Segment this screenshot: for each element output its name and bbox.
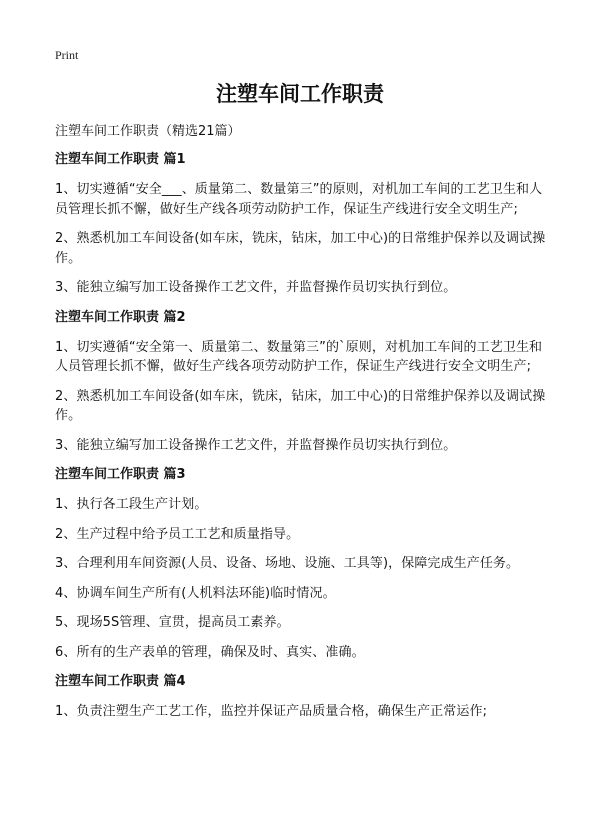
section-1 xyxy=(55,150,555,298)
document-body xyxy=(55,150,555,732)
section-heading: 注塑车间工作职责 篇1 xyxy=(55,152,186,167)
paragraph: 5、现场5S管理、宣贯，提高员工素养。 xyxy=(55,615,290,630)
section-heading: 注塑车间工作职责 篇2 xyxy=(55,309,186,325)
section-heading: 注塑车间工作职责 篇3 xyxy=(55,467,186,482)
section-2 xyxy=(55,308,555,456)
document-subtitle: 注塑车间工作职责（精选21篇） xyxy=(55,124,241,139)
paragraph: 1、切实遵循“安全___、质量第二、数量第三”的原则，对机加工车间的工艺卫生和人员管理长抓不懈，做好生产线各项劳动防护工作，保证生产线进行安全文明生产; xyxy=(55,182,543,217)
paragraph: 3、合理利用车间资源(人员、设备、场地、设施、工具等)，保障完成生产任务。 xyxy=(55,556,520,571)
paragraph: 6、所有的生产表单的管理，确保及时、真实、准确。 xyxy=(55,644,365,660)
paragraph: 1、执行各工段生产计划。 xyxy=(55,497,208,512)
page-title: 注塑车间工作职责 xyxy=(216,82,384,106)
print-link[interactable]: Print xyxy=(55,48,79,62)
paragraph: 2、熟悉机加工车间设备(如车床，铣床，钻床，加工中心)的日常维护保养以及调试操作。 xyxy=(55,388,546,423)
section-heading: 注塑车间工作职责 篇4 xyxy=(55,674,186,689)
paragraph: 3、能独立编写加工设备操作工艺文件，并监督操作员切实执行到位。 xyxy=(55,437,457,453)
section-3 xyxy=(55,465,555,662)
section-4 xyxy=(55,672,555,722)
paragraph: 4、协调车间生产所有(人机料法环能)临时情况。 xyxy=(55,585,336,601)
paragraph: 1、负责注塑生产工艺工作，监控并保证产品质量合格，确保生产正常运作; xyxy=(55,704,488,719)
paragraph: 2、生产过程中给予员工工艺和质量指导。 xyxy=(55,526,300,542)
paragraph: 2、熟悉机加工车间设备(如车床，铣床，钻床，加工中心)的日常维护保养以及调试操作。 xyxy=(55,231,546,266)
paragraph: 3、能独立编写加工设备操作工艺文件，并监督操作员切实执行到位。 xyxy=(55,280,457,295)
paragraph: 1、切实遵循“安全第一、质量第二、数量第三”的`原则，对机加工车间的工艺卫生和人员管理长抓不懈，做好生产线各项劳动防护工作，保证生产线进行安全文明生产; xyxy=(55,339,543,374)
